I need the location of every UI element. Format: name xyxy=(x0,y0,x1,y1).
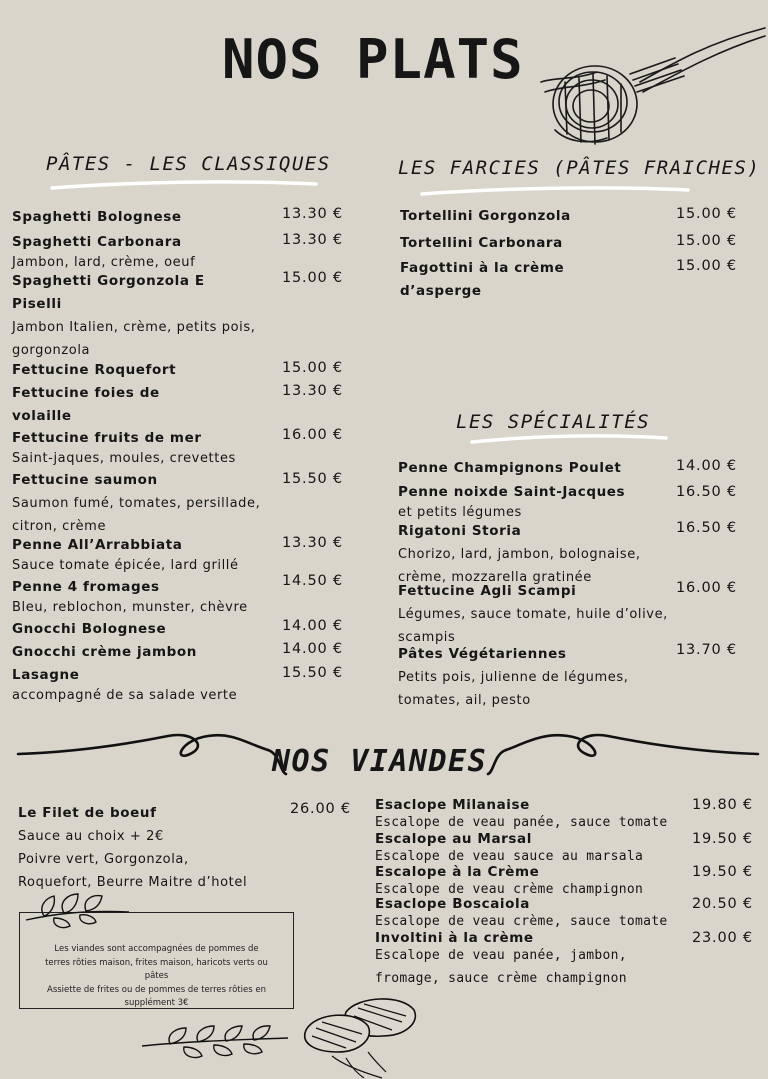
item-name: Spaghetti Carbonara xyxy=(12,234,182,250)
item-price: 15.00 € xyxy=(282,360,343,376)
filet-name: Le Filet de boeuf xyxy=(18,805,157,821)
item-description: Légumes, sauce tomate, huile d’olive, xyxy=(398,607,668,622)
viandes-heading: NOS VIANDES xyxy=(272,744,488,779)
heading-underline-swoosh xyxy=(470,432,670,446)
item-name: Lasagne xyxy=(12,667,80,683)
menu-item xyxy=(12,618,280,641)
item-name: Gnocchi crème jambon xyxy=(12,644,198,660)
item-price: 15.00 € xyxy=(282,270,343,286)
note-line: terres rôties maison, frites maison, haricots verts ou xyxy=(45,957,268,968)
item-description: Bleu, reblochon, munster, chèvre xyxy=(12,600,248,615)
menu-item xyxy=(12,576,280,616)
item-description: accompagné de sa salade verte xyxy=(12,688,238,703)
item-name: Fettucine fruits de mer xyxy=(12,430,202,446)
leaf-branch-icon xyxy=(24,890,134,930)
item-name: Tortellini Carbonara xyxy=(400,235,563,251)
item-price: 19.50 € xyxy=(692,864,753,880)
menu-item xyxy=(12,469,280,538)
filet-line: Sauce au choix + 2€ xyxy=(18,829,164,844)
item-name: Penne noixde Saint-Jacques xyxy=(398,484,626,500)
page-title: NOS PLATS xyxy=(222,28,524,91)
menu-item xyxy=(398,520,678,589)
item-description: tomates, ail, pesto xyxy=(398,693,531,708)
item-name: volaille xyxy=(12,408,72,424)
item-name: Penne All’Arrabbiata xyxy=(12,537,183,553)
filet-price: 26.00 € xyxy=(290,801,351,817)
item-price: 14.00 € xyxy=(676,458,737,474)
item-price: 16.00 € xyxy=(676,580,737,596)
item-price: 13.30 € xyxy=(282,535,343,551)
heading-underline-swoosh xyxy=(50,178,320,192)
item-price: 23.00 € xyxy=(692,930,753,946)
item-name: Fettucine foies de xyxy=(12,385,160,401)
item-price: 13.30 € xyxy=(282,232,343,248)
menu-item xyxy=(12,270,280,362)
item-price: 20.50 € xyxy=(692,896,753,912)
filet-item xyxy=(18,802,247,894)
steak-icon xyxy=(302,992,420,1079)
item-name: Penne 4 fromages xyxy=(12,579,160,595)
item-price: 14.00 € xyxy=(282,618,343,634)
item-price: 16.50 € xyxy=(676,484,737,500)
note-line: Assiette de frites ou de pommes de terres rôties en xyxy=(47,984,266,995)
item-description: Saumon fumé, tomates, persillade, xyxy=(12,496,261,511)
item-name: Escalope à la Crème xyxy=(375,864,540,880)
menu-item xyxy=(375,896,685,930)
item-name: Esaclope Milanaise xyxy=(375,797,530,813)
item-description: Jambon Italien, crème, petits pois, xyxy=(12,320,256,335)
filet-line: Roquefort, Beurre Maitre d’hotel xyxy=(18,875,248,890)
item-name: Rigatoni Storia xyxy=(398,523,522,539)
item-description: Chorizo, lard, jambon, bolognaise, xyxy=(398,547,641,562)
item-description: Saint-jaques, moules, crevettes xyxy=(12,451,236,466)
item-name: d’asperge xyxy=(400,283,482,299)
item-name: Esaclope Boscaiola xyxy=(375,896,530,912)
item-name: Fagottini à la crème xyxy=(400,260,565,276)
item-price: 15.00 € xyxy=(676,233,737,249)
accompaniment-note xyxy=(20,943,293,1011)
item-price: 15.50 € xyxy=(282,471,343,487)
pates-heading: PÂTES - LES CLASSIQUES xyxy=(46,153,331,175)
item-price: 15.00 € xyxy=(676,206,737,222)
item-price: 15.50 € xyxy=(282,665,343,681)
item-description: Jambon, lard, crème, oeuf xyxy=(12,255,196,270)
item-price: 16.50 € xyxy=(676,520,737,536)
menu-item xyxy=(12,664,280,704)
menu-item xyxy=(400,232,670,255)
heading-underline-swoosh xyxy=(420,184,692,198)
item-description: crème, mozzarella gratinée xyxy=(398,570,592,585)
item-description: et petits légumes xyxy=(398,505,522,520)
item-price: 13.30 € xyxy=(282,206,343,222)
menu-item xyxy=(12,206,280,229)
item-name: Spaghetti Bolognese xyxy=(12,209,182,225)
menu-item xyxy=(12,534,280,574)
item-description: Escalope de veau crème champignon xyxy=(375,882,644,897)
menu-item xyxy=(375,831,685,865)
specialites-heading: LES SPÉCIALITÉS xyxy=(456,411,651,433)
item-price: 14.50 € xyxy=(282,573,343,589)
note-line: supplément 3€ xyxy=(124,998,189,1008)
item-description: gorgonzola xyxy=(12,343,91,358)
item-description: Escalope de veau panée, jambon, xyxy=(375,948,627,963)
item-price: 13.70 € xyxy=(676,642,737,658)
filet-line: Poivre vert, Gorgonzola, xyxy=(18,852,189,867)
item-price: 15.00 € xyxy=(676,258,737,274)
item-description: Sauce tomate épicée, lard grillé xyxy=(12,558,239,573)
item-name: Fettucine Roquefort xyxy=(12,362,177,378)
farcies-heading: LES FARCIES (PÂTES FRAICHES) xyxy=(398,157,761,179)
item-name: Spaghetti Gorgonzola E xyxy=(12,273,205,289)
menu-item xyxy=(398,457,678,480)
item-name: Penne Champignons Poulet xyxy=(398,460,622,476)
menu-item xyxy=(398,580,678,649)
menu-item xyxy=(12,231,280,271)
item-description: scampis xyxy=(398,630,456,645)
menu-item xyxy=(375,930,685,987)
item-price: 16.00 € xyxy=(282,427,343,443)
item-description: Escalope de veau sauce au marsala xyxy=(375,849,644,864)
item-name: Fettucine saumon xyxy=(12,472,158,488)
item-name: Tortellini Gorgonzola xyxy=(400,208,571,224)
item-price: 13.30 € xyxy=(282,383,343,399)
menu-item xyxy=(375,797,685,831)
menu-item xyxy=(398,481,678,521)
item-price: 19.80 € xyxy=(692,797,753,813)
menu-item xyxy=(12,382,280,428)
menu-item xyxy=(400,205,670,228)
item-description: Escalope de veau crème, sauce tomate xyxy=(375,914,668,929)
item-price: 14.00 € xyxy=(282,641,343,657)
item-name: Involtini à la crème xyxy=(375,930,534,946)
menu-item xyxy=(12,427,280,467)
item-name: Fettucine Agli Scampi xyxy=(398,583,577,599)
item-description: citron, crème xyxy=(12,519,107,534)
menu-item xyxy=(375,864,685,898)
item-description: fromage, sauce crème champignon xyxy=(375,971,627,986)
note-line: pâtes xyxy=(144,971,169,981)
item-name: Pâtes Végétariennes xyxy=(398,646,567,662)
item-name: Escalope au Marsal xyxy=(375,831,532,847)
item-description: Petits pois, julienne de légumes, xyxy=(398,670,629,685)
item-description: Escalope de veau panée, sauce tomate xyxy=(375,815,668,830)
item-name: Piselli xyxy=(12,296,62,312)
item-name: Gnocchi Bolognese xyxy=(12,621,167,637)
item-price: 19.50 € xyxy=(692,831,753,847)
leaf-branch-icon xyxy=(140,1020,290,1066)
menu-item xyxy=(400,257,670,303)
fork-spaghetti-icon xyxy=(535,22,768,152)
menu-item xyxy=(12,641,280,664)
menu-item xyxy=(12,359,280,382)
menu-item xyxy=(398,643,678,712)
note-line: Les viandes sont accompagnées de pommes de xyxy=(54,944,259,954)
